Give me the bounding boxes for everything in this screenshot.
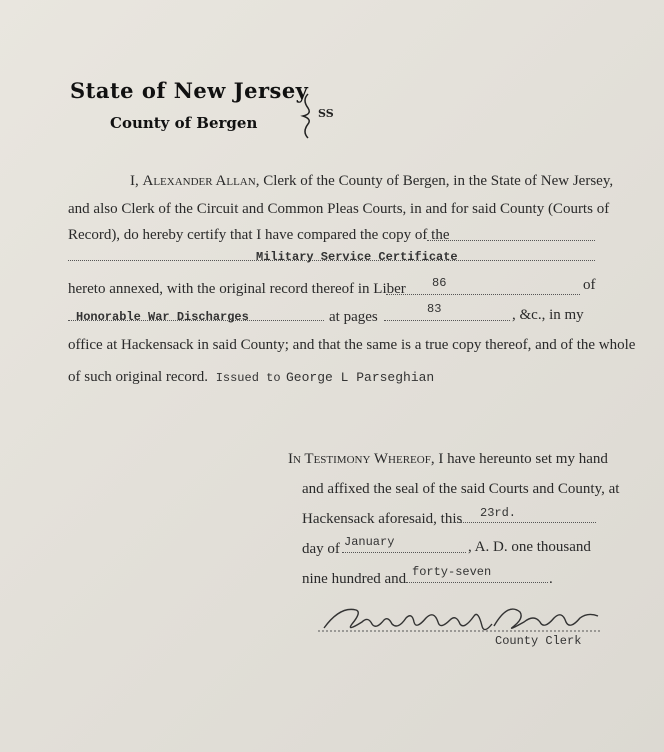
body-line-3: Record), do hereby certify that I have compared the copy of the (68, 227, 450, 243)
line-1-prefix: I, (130, 173, 143, 189)
day-value: 23rd. (480, 506, 517, 520)
county-clerk-title: County Clerk (495, 634, 582, 648)
brace-mark (300, 92, 314, 140)
body-line-7: office at Hackensack in said County; and that the same is a true copy thereof, and of the whole (68, 337, 636, 353)
liber-number: 86 (432, 276, 447, 290)
line-8-text: of such original record. (68, 369, 208, 385)
clerk-name: Alexander Allan (142, 173, 256, 189)
pages-field (384, 306, 510, 321)
pages-number: 83 (427, 302, 442, 316)
document-name: Military Service Certificate (256, 250, 458, 264)
liber-title: Honorable War Discharges (76, 310, 249, 324)
issued-to-name: George L Parseghian (286, 370, 435, 385)
etc-in-my: , &c., in my (512, 307, 584, 323)
issued-label: Issued to (215, 371, 281, 385)
testimony-line-1 (288, 450, 608, 468)
body-line-5: hereto annexed, with the original record thereof in Liber (68, 281, 406, 297)
testimony-line-5: nine hundred and (302, 571, 407, 587)
testimony-line-3: Hackensack aforesaid, this (302, 511, 463, 527)
line-1-suffix: , Clerk of the County of Bergen, in the State of New Jersey, (255, 173, 614, 189)
at-pages-label: at pages (329, 309, 378, 325)
month-value: January (344, 535, 395, 549)
body-line-1 (130, 172, 613, 190)
copy-field-end (427, 226, 595, 241)
ss-mark: SS (318, 107, 334, 120)
testimony-line-4b: , A. D. one thousand (468, 539, 591, 555)
body-line-8 (68, 368, 281, 387)
body-line-2: and also Clerk of the Circuit and Common Pleas Courts, in and for said County (Courts of (68, 201, 610, 217)
state-title: State of New Jersey (70, 78, 309, 103)
day-field (454, 508, 596, 523)
testimony-line-2: and affixed the seal of the said Courts and County, at (302, 481, 620, 497)
testimony-line-4a: day of (302, 541, 340, 557)
liber-of: of (583, 277, 596, 293)
liber-field (386, 280, 580, 295)
testimony-line-1-suffix: , I have hereunto set my hand (430, 451, 608, 467)
year-period: . (549, 571, 553, 587)
testimony-heading: In Testimony Whereof (288, 451, 431, 467)
county-title: County of Bergen (110, 114, 258, 132)
year-value: forty-seven (412, 565, 492, 579)
